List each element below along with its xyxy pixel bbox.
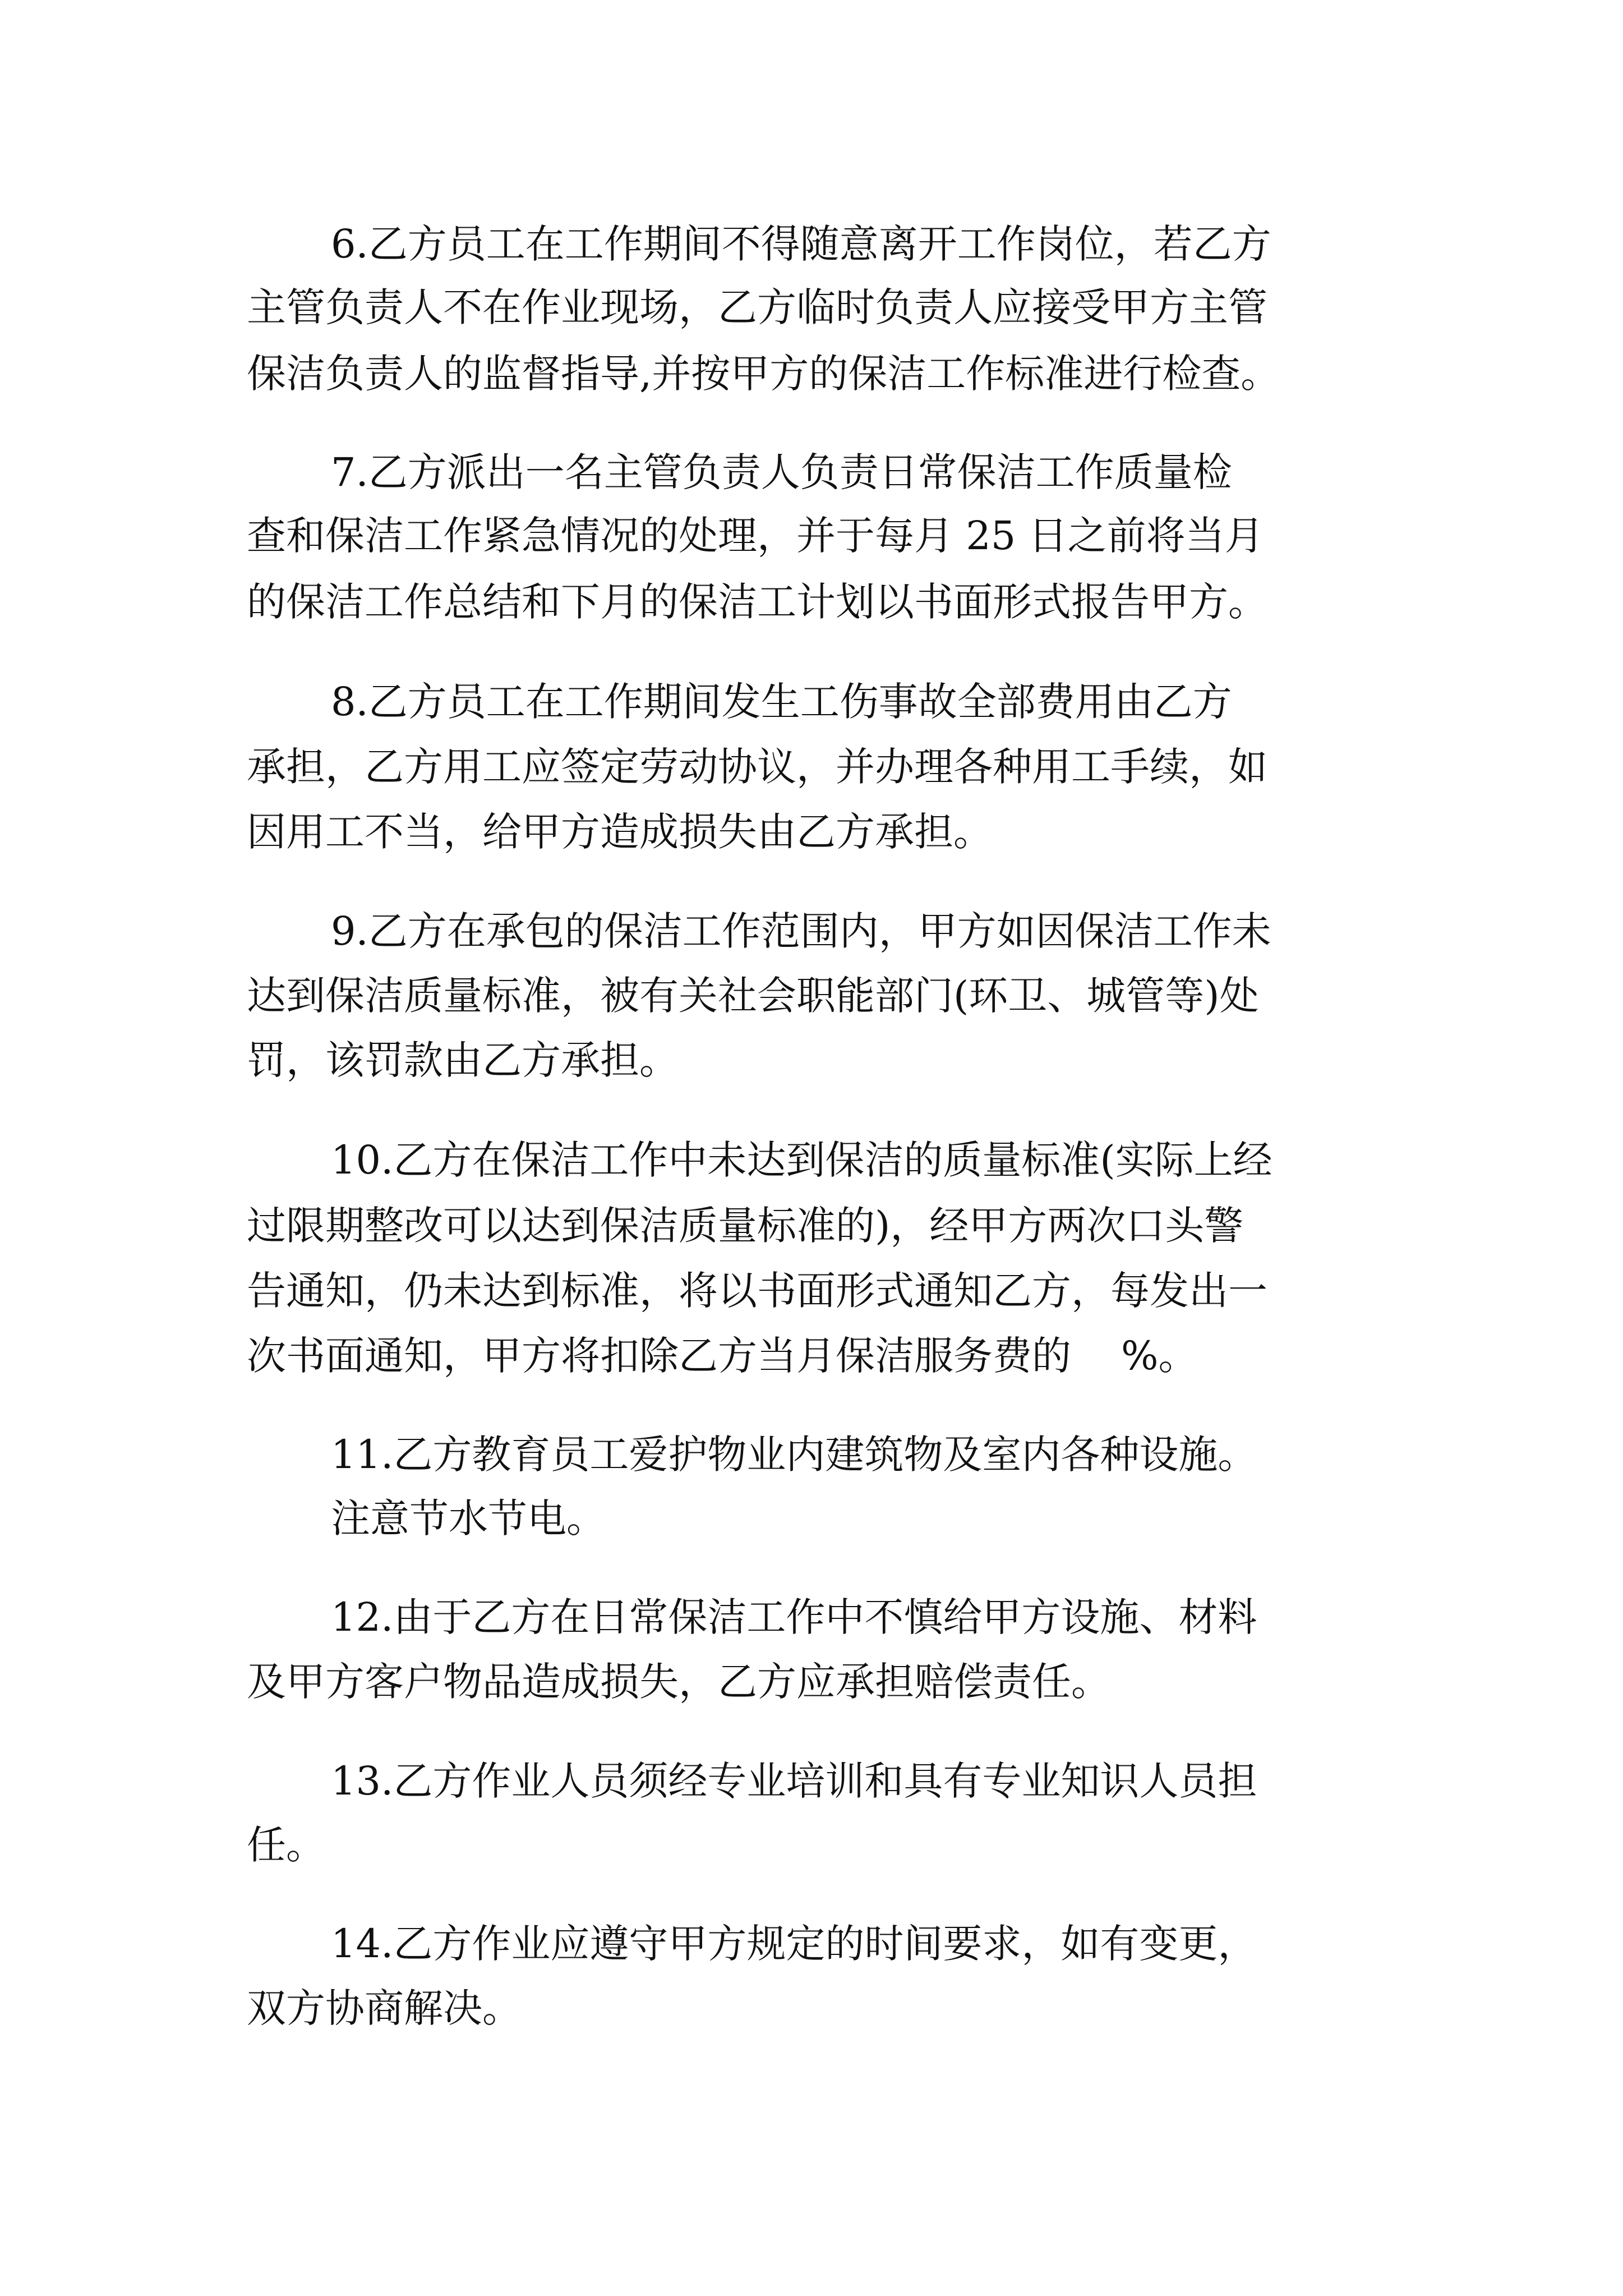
text-line: 主管负责人不在作业现场，乙方临时负责人应接受甲方主管: [247, 284, 1267, 330]
text-line: 7.乙方派出一名主管负责人负责日常保洁工作质量检: [331, 449, 1232, 495]
text-line: 达到保洁质量标准，被有关社会职能部门(环卫、城管等)处: [247, 973, 1259, 1019]
text-line: 10.乙方在保洁工作中未达到保洁的质量标准(实际上经: [331, 1137, 1272, 1183]
text-line: 6.乙方员工在工作期间不得随意离开工作岗位，若乙方: [331, 221, 1271, 267]
text-line: 过限期整改可以达到保洁质量标准的)，经甲方两次口头警: [247, 1203, 1244, 1249]
text-line: 查和保洁工作紧急情况的处理，并于每月 25 日之前将当月: [247, 513, 1264, 559]
text-line: 罚，该罚款由乙方承担。: [247, 1037, 679, 1083]
text-line: 承担，乙方用工应签定劳动协议，并办理各种用工手续，如: [247, 744, 1267, 790]
text-line: 8.乙方员工在工作期间发生工伤事故全部费用由乙方: [331, 679, 1232, 725]
text-line: 任。: [247, 1822, 325, 1868]
text-line: 14.乙方作业应遵守甲方规定的时间要求，如有变更，: [331, 1921, 1257, 1967]
text-line: 因用工不当，给甲方造成损失由乙方承担。: [247, 809, 993, 855]
text-line: 11.乙方教育员工爱护物业内建筑物及室内各种设施。: [331, 1432, 1257, 1478]
text-line: 保洁负责人的监督指导,并按甲方的保洁工作标准进行检查。: [247, 351, 1280, 397]
text-line: 12.由于乙方在日常保洁工作中不慎给甲方设施、材料: [331, 1594, 1257, 1640]
text-line: 告通知，仍未达到标准，将以书面形式通知乙方，每发出一: [247, 1268, 1267, 1314]
text-line: 及甲方客户物品造成损失，乙方应承担赔偿责任。: [247, 1659, 1110, 1705]
text-line: 13.乙方作业人员须经专业培训和具有专业知识人员担: [331, 1758, 1257, 1804]
text-line: 双方协商解决。: [247, 1985, 522, 2031]
text-line: 的保洁工作总结和下月的保洁工计划以书面形式报告甲方。: [247, 579, 1267, 625]
text-line: 次书面通知，甲方将扣除乙方当月保洁服务费的 %。: [247, 1333, 1198, 1379]
text-line: 注意节水节电。: [331, 1496, 606, 1542]
text-line: 9.乙方在承包的保洁工作范围内，甲方如因保洁工作未: [331, 908, 1271, 954]
